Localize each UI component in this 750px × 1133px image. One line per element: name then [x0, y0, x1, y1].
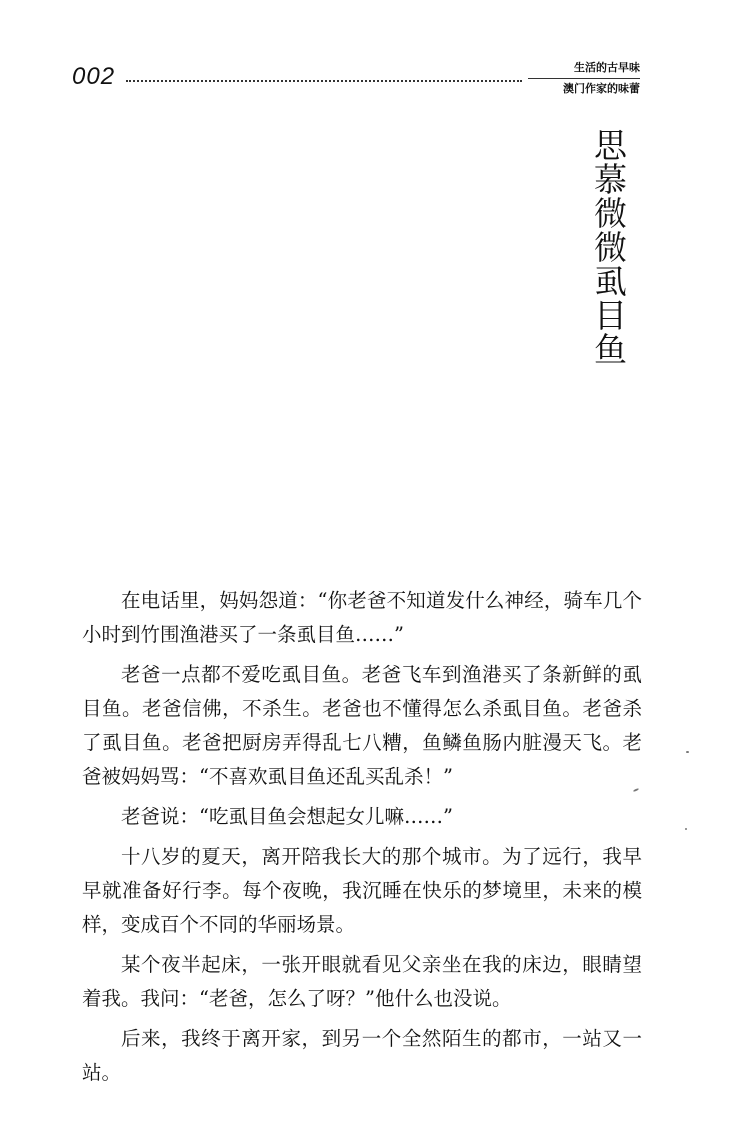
- page-number: 002: [72, 63, 116, 90]
- paragraph: 老爸一点都不爱吃虱目鱼。老爸飞车到渔港买了条新鲜的虱目鱼。老爸信佛，不杀生。老爸也不懂得怎么杀虱目鱼。老爸杀了虱目鱼。老爸把厨房弄得乱七八糟，鱼鳞鱼肠内脏漫天飞。老爸被妈妈骂：“不喜欢虱目鱼还乱买乱杀！”: [82, 663, 642, 788]
- running-header: [528, 60, 640, 97]
- paragraph: 后来，我终于离开家，到另一个全然陌生的都市，一站又一站。: [82, 1027, 642, 1084]
- paragraph: 某个夜半起床，一张开眼就看见父亲坐在我的床边，眼睛望着我。我问：“老爸，怎么了呀？”他什么也没说。: [82, 953, 642, 1010]
- chapter-body: [82, 584, 642, 1096]
- paragraph: 老爸说：“吃虱目鱼会想起女儿嘛……”: [121, 805, 453, 828]
- scan-speck: [686, 751, 689, 753]
- running-header-subtitle: 澳门作家的味蕾: [563, 82, 640, 95]
- page-header: [72, 60, 640, 100]
- paragraph: 十八岁的夏天，离开陪我长大的那个城市。为了远行，我早早就准备好行李。每个夜晚，我沉睡在快乐的梦境里，未来的模样，变成百个不同的华丽场景。: [82, 845, 642, 936]
- scan-speck: [685, 828, 687, 830]
- paragraph: 在电话里，妈妈怨道：“你老爸不知道发什么神经，骑车几个小时到竹围渔港买了一条虱目鱼……”: [82, 589, 642, 646]
- header-dotted-rule: [126, 80, 522, 82]
- chapter-title: 思慕微微虱目鱼: [589, 128, 628, 366]
- running-header-book-title: 生活的古早味: [528, 60, 640, 79]
